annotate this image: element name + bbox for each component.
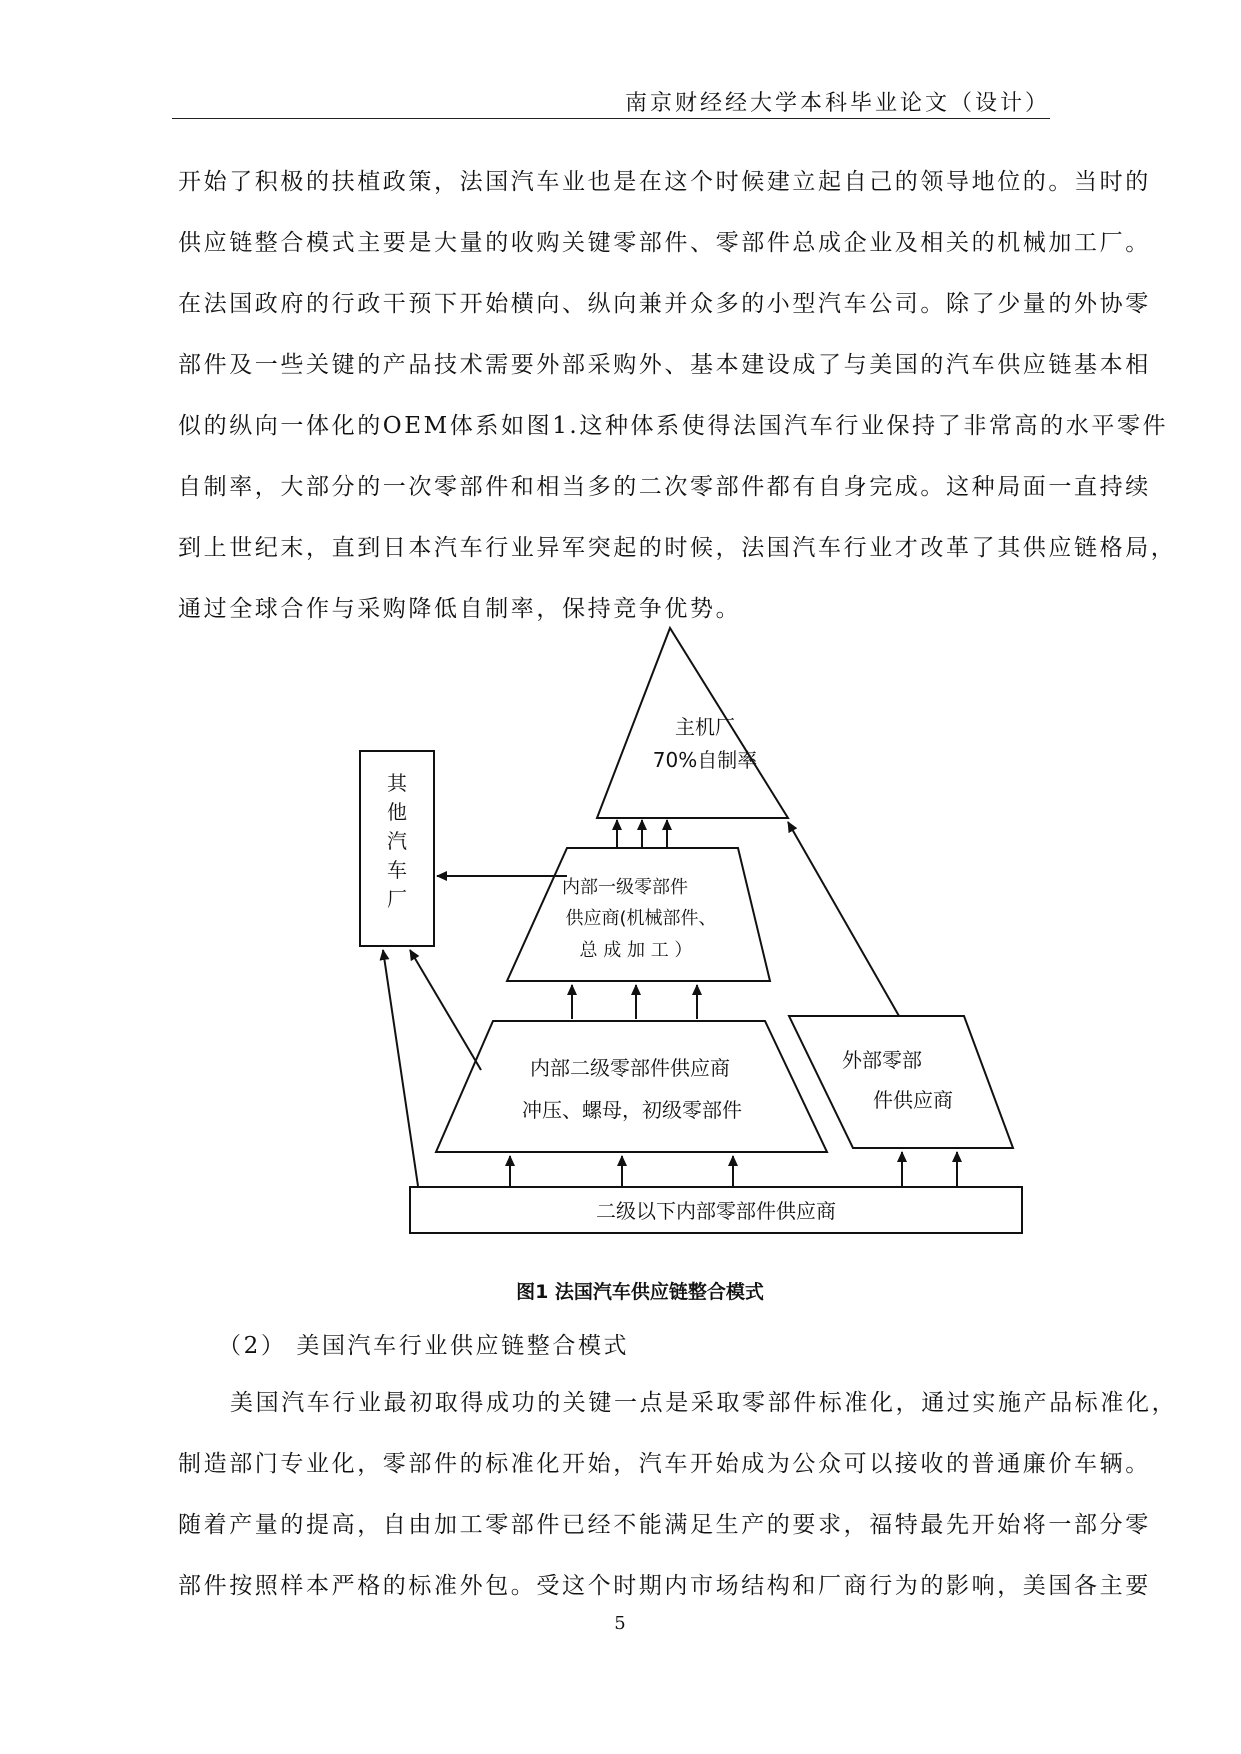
tier1-label-line: 内部一级零部件 — [562, 877, 688, 898]
tier2-label-line: 冲压、螺母，初级零部件 — [522, 1098, 742, 1122]
text-line: 美国汽车行业最初取得成功的关键一点是采取零部件标准化，通过实施产品标准化， — [230, 1390, 1178, 1416]
text-line: 似的纵向一体化的OEM体系如图1.这种体系使得法国汽车行业保持了非常高的水平零件 — [178, 413, 1169, 439]
tier1-label-line: 供应商(机械部件、 — [565, 908, 717, 929]
body-paragraph-2 — [178, 1373, 1178, 1617]
tier2-trapezoid — [436, 1021, 827, 1152]
external-supplier-trapezoid — [789, 1016, 1013, 1148]
text-line: 自制率，大部分的一次零部件和相当多的二次零部件都有自身完成。这种局面一直持续 — [178, 474, 1151, 500]
other-oem-char: 厂 — [387, 887, 407, 911]
page-number: 5 — [614, 1613, 626, 1634]
arrow-tier2-to-other-oem — [410, 950, 481, 1070]
text-line: 随着产量的提高，自由加工零部件已经不能满足生产的要求，福特最先开始将一部分零 — [178, 1512, 1151, 1538]
text-line: 开始了积极的扶植政策，法国汽车业也是在这个时候建立起自己的领导地位的。当时的 — [178, 169, 1151, 195]
text-line: 通过全球合作与采购降低自制率，保持竞争优势。 — [178, 596, 742, 622]
external-label-line: 件供应商 — [873, 1088, 953, 1112]
figure-caption: 图1 法国汽车供应链整合模式 — [516, 1281, 764, 1303]
text-line: 供应链整合模式主要是大量的收购关键零部件、零部件总成企业及相关的机械加工厂。 — [178, 230, 1151, 256]
other-oem-char: 车 — [387, 858, 407, 882]
text-line: 到上世纪末，直到日本汽车行业异军突起的时候，法国汽车行业才改革了其供应链格局， — [178, 535, 1177, 561]
section-heading: （2） 美国汽车行业供应链整合模式 — [218, 1333, 630, 1359]
external-label-line: 外部零部 — [842, 1048, 922, 1072]
tier1-label-line: 总 成 加 工 ） — [579, 940, 693, 961]
text-line: 部件按照样本严格的标准外包。受这个时期内市场结构和厂商行为的影响，美国各主要 — [178, 1573, 1151, 1599]
oem-label: 主机厂 — [675, 715, 735, 739]
text-line: 部件及一些关键的产品技术需要外部采购外、基本建设成了与美国的汽车供应链基本相 — [178, 352, 1151, 378]
tier2-label-line: 内部二级零部件供应商 — [530, 1056, 730, 1080]
lower-tier-label: 二级以下内部零部件供应商 — [596, 1199, 836, 1223]
other-oem-char: 他 — [387, 800, 407, 824]
other-oem-char: 汽 — [387, 829, 407, 853]
text-line: 在法国政府的行政干预下开始横向、纵向兼并众多的小型汽车公司。除了少量的外协零 — [178, 291, 1151, 317]
arrow-lower-tier-to-other-oem — [383, 950, 418, 1186]
arrow-external-to-oem — [788, 822, 899, 1016]
oem-rate-label: 70%自制率 — [652, 748, 758, 772]
running-header: 南京财经经大学本科毕业论文（设计） — [624, 91, 1050, 116]
other-oem-char: 其 — [387, 771, 407, 795]
text-line: 制造部门专业化，零部件的标准化开始，汽车开始成为公众可以接收的普通廉价车辆。 — [178, 1451, 1151, 1477]
